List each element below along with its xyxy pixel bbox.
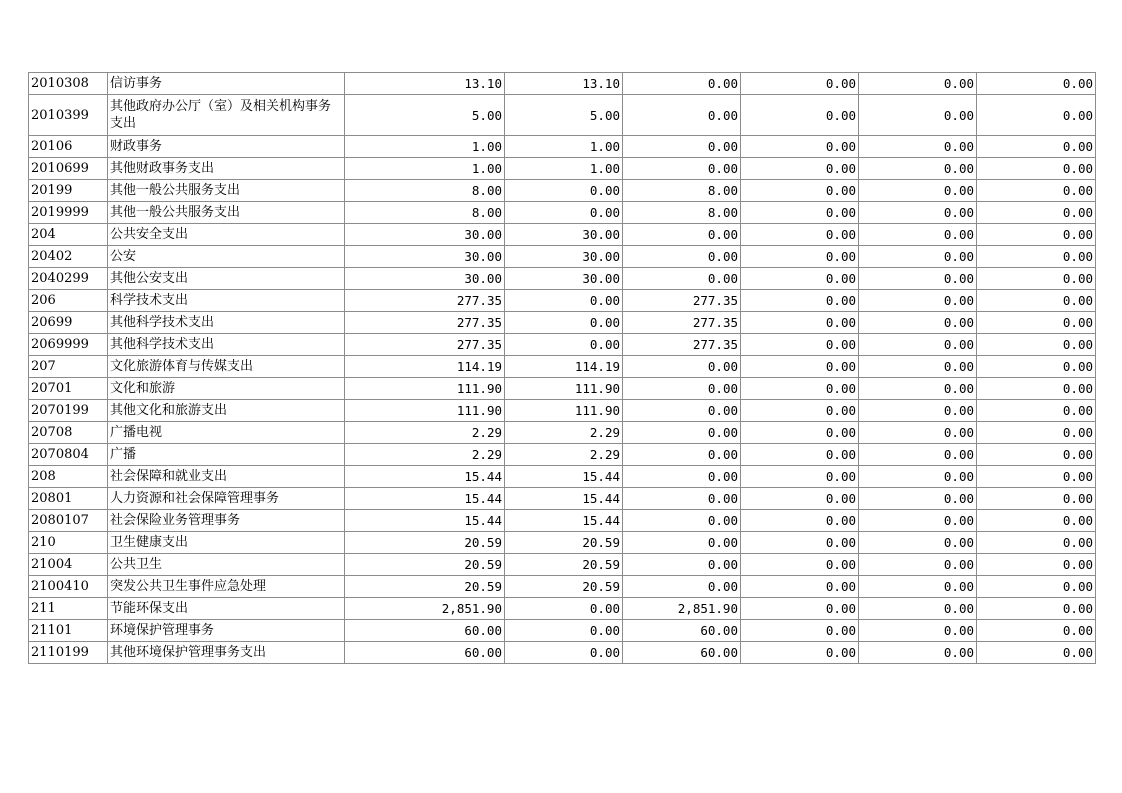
amount-total-cell: 1.00 (345, 158, 505, 180)
amount-col5-cell: 0.00 (859, 642, 977, 664)
amount-col2-cell: 0.00 (505, 598, 623, 620)
amount-col3-cell: 0.00 (623, 422, 741, 444)
table-row (29, 312, 1096, 334)
amount-col5-cell: 0.00 (859, 488, 977, 510)
table-row (29, 422, 1096, 444)
amount-col5-cell: 0.00 (859, 554, 977, 576)
name-cell: 其他科学技术支出 (108, 312, 345, 334)
table-row (29, 224, 1096, 246)
name-cell: 文化和旅游 (108, 378, 345, 400)
amount-col4-cell: 0.00 (741, 532, 859, 554)
code-cell: 2110199 (29, 642, 108, 664)
amount-col6-cell: 0.00 (977, 334, 1096, 356)
amount-col3-cell: 277.35 (623, 312, 741, 334)
amount-total-cell: 277.35 (345, 334, 505, 356)
amount-col3-cell: 0.00 (623, 400, 741, 422)
amount-col2-cell: 0.00 (505, 620, 623, 642)
amount-col5-cell: 0.00 (859, 400, 977, 422)
amount-col2-cell: 1.00 (505, 136, 623, 158)
amount-col6-cell: 0.00 (977, 400, 1096, 422)
code-cell: 20801 (29, 488, 108, 510)
code-cell: 2070804 (29, 444, 108, 466)
amount-col6-cell: 0.00 (977, 180, 1096, 202)
code-cell: 2010699 (29, 158, 108, 180)
amount-total-cell: 277.35 (345, 290, 505, 312)
code-cell: 207 (29, 356, 108, 378)
amount-col3-cell: 0.00 (623, 224, 741, 246)
amount-col6-cell: 0.00 (977, 290, 1096, 312)
name-cell: 其他公安支出 (108, 268, 345, 290)
amount-total-cell: 20.59 (345, 532, 505, 554)
amount-col2-cell: 15.44 (505, 488, 623, 510)
amount-col5-cell: 0.00 (859, 378, 977, 400)
amount-col2-cell: 20.59 (505, 554, 623, 576)
amount-col5-cell: 0.00 (859, 576, 977, 598)
amount-col6-cell: 0.00 (977, 554, 1096, 576)
table-row (29, 268, 1096, 290)
name-cell: 突发公共卫生事件应急处理 (108, 576, 345, 598)
amount-col6-cell: 0.00 (977, 510, 1096, 532)
amount-col6-cell: 0.00 (977, 268, 1096, 290)
code-cell: 21004 (29, 554, 108, 576)
amount-col4-cell: 0.00 (741, 422, 859, 444)
amount-total-cell: 8.00 (345, 180, 505, 202)
amount-col3-cell: 0.00 (623, 466, 741, 488)
table-row (29, 202, 1096, 224)
code-cell: 210 (29, 532, 108, 554)
amount-col6-cell: 0.00 (977, 95, 1096, 136)
amount-total-cell: 277.35 (345, 312, 505, 334)
amount-total-cell: 111.90 (345, 400, 505, 422)
amount-col6-cell: 0.00 (977, 356, 1096, 378)
table-row (29, 73, 1096, 95)
name-cell: 其他财政事务支出 (108, 158, 345, 180)
amount-col4-cell: 0.00 (741, 598, 859, 620)
amount-col2-cell: 15.44 (505, 466, 623, 488)
table-row (29, 95, 1096, 136)
amount-col3-cell: 0.00 (623, 268, 741, 290)
amount-total-cell: 30.00 (345, 224, 505, 246)
amount-total-cell: 30.00 (345, 268, 505, 290)
amount-col3-cell: 0.00 (623, 510, 741, 532)
amount-col2-cell: 20.59 (505, 532, 623, 554)
name-cell: 广播 (108, 444, 345, 466)
amount-col5-cell: 0.00 (859, 356, 977, 378)
amount-col2-cell: 0.00 (505, 312, 623, 334)
amount-col2-cell: 0.00 (505, 202, 623, 224)
amount-col6-cell: 0.00 (977, 378, 1096, 400)
code-cell: 21101 (29, 620, 108, 642)
name-cell: 其他政府办公厅（室）及相关机构事务支出 (108, 95, 345, 136)
amount-total-cell: 15.44 (345, 466, 505, 488)
name-cell: 科学技术支出 (108, 290, 345, 312)
amount-col5-cell: 0.00 (859, 466, 977, 488)
name-cell: 其他文化和旅游支出 (108, 400, 345, 422)
amount-col3-cell: 0.00 (623, 136, 741, 158)
code-cell: 20402 (29, 246, 108, 268)
table-row (29, 136, 1096, 158)
name-cell: 节能环保支出 (108, 598, 345, 620)
name-cell: 信访事务 (108, 73, 345, 95)
amount-total-cell: 60.00 (345, 642, 505, 664)
name-cell: 卫生健康支出 (108, 532, 345, 554)
code-cell: 206 (29, 290, 108, 312)
amount-col3-cell: 60.00 (623, 642, 741, 664)
code-cell: 2070199 (29, 400, 108, 422)
amount-col3-cell: 0.00 (623, 73, 741, 95)
amount-col4-cell: 0.00 (741, 356, 859, 378)
amount-col5-cell: 0.00 (859, 224, 977, 246)
amount-col4-cell: 0.00 (741, 576, 859, 598)
name-cell: 其他科学技术支出 (108, 334, 345, 356)
amount-col5-cell: 0.00 (859, 158, 977, 180)
amount-col6-cell: 0.00 (977, 620, 1096, 642)
amount-col6-cell: 0.00 (977, 488, 1096, 510)
amount-col3-cell: 0.00 (623, 576, 741, 598)
amount-col5-cell: 0.00 (859, 598, 977, 620)
code-cell: 20699 (29, 312, 108, 334)
amount-total-cell: 20.59 (345, 554, 505, 576)
amount-col6-cell: 0.00 (977, 642, 1096, 664)
name-cell: 财政事务 (108, 136, 345, 158)
amount-total-cell: 2.29 (345, 422, 505, 444)
amount-col6-cell: 0.00 (977, 312, 1096, 334)
amount-col3-cell: 0.00 (623, 158, 741, 180)
amount-col3-cell: 0.00 (623, 95, 741, 136)
amount-col3-cell: 60.00 (623, 620, 741, 642)
table-row (29, 444, 1096, 466)
amount-total-cell: 2.29 (345, 444, 505, 466)
name-cell: 其他一般公共服务支出 (108, 202, 345, 224)
amount-col2-cell: 0.00 (505, 290, 623, 312)
amount-col6-cell: 0.00 (977, 532, 1096, 554)
amount-col4-cell: 0.00 (741, 488, 859, 510)
amount-col4-cell: 0.00 (741, 268, 859, 290)
amount-col6-cell: 0.00 (977, 224, 1096, 246)
amount-col3-cell: 0.00 (623, 444, 741, 466)
amount-col5-cell: 0.00 (859, 246, 977, 268)
table-row (29, 400, 1096, 422)
name-cell: 其他一般公共服务支出 (108, 180, 345, 202)
table-row (29, 554, 1096, 576)
amount-col2-cell: 0.00 (505, 180, 623, 202)
amount-col5-cell: 0.00 (859, 510, 977, 532)
table-row (29, 620, 1096, 642)
amount-col2-cell: 0.00 (505, 642, 623, 664)
code-cell: 2010308 (29, 73, 108, 95)
amount-total-cell: 111.90 (345, 378, 505, 400)
amount-col3-cell: 2,851.90 (623, 598, 741, 620)
amount-col3-cell: 8.00 (623, 180, 741, 202)
table-row (29, 466, 1096, 488)
amount-col5-cell: 0.00 (859, 620, 977, 642)
amount-col3-cell: 0.00 (623, 554, 741, 576)
amount-col4-cell: 0.00 (741, 224, 859, 246)
name-cell: 公共卫生 (108, 554, 345, 576)
code-cell: 2040299 (29, 268, 108, 290)
table-row (29, 642, 1096, 664)
amount-total-cell: 20.59 (345, 576, 505, 598)
amount-col6-cell: 0.00 (977, 73, 1096, 95)
amount-total-cell: 15.44 (345, 488, 505, 510)
table-row (29, 290, 1096, 312)
amount-total-cell: 5.00 (345, 95, 505, 136)
table-body (29, 73, 1096, 664)
amount-col6-cell: 0.00 (977, 466, 1096, 488)
amount-col5-cell: 0.00 (859, 290, 977, 312)
code-cell: 211 (29, 598, 108, 620)
table-row (29, 378, 1096, 400)
code-cell: 2069999 (29, 334, 108, 356)
amount-col3-cell: 0.00 (623, 356, 741, 378)
amount-col6-cell: 0.00 (977, 598, 1096, 620)
amount-col3-cell: 0.00 (623, 246, 741, 268)
amount-col5-cell: 0.00 (859, 95, 977, 136)
amount-total-cell: 8.00 (345, 202, 505, 224)
amount-col5-cell: 0.00 (859, 136, 977, 158)
table-row (29, 598, 1096, 620)
amount-col2-cell: 20.59 (505, 576, 623, 598)
amount-col4-cell: 0.00 (741, 158, 859, 180)
table-row (29, 180, 1096, 202)
code-cell: 2019999 (29, 202, 108, 224)
amount-total-cell: 2,851.90 (345, 598, 505, 620)
amount-col4-cell: 0.00 (741, 180, 859, 202)
amount-col6-cell: 0.00 (977, 202, 1096, 224)
amount-col4-cell: 0.00 (741, 290, 859, 312)
amount-col2-cell: 2.29 (505, 422, 623, 444)
amount-col2-cell: 13.10 (505, 73, 623, 95)
amount-total-cell: 15.44 (345, 510, 505, 532)
amount-col3-cell: 277.35 (623, 334, 741, 356)
amount-col4-cell: 0.00 (741, 466, 859, 488)
amount-col5-cell: 0.00 (859, 202, 977, 224)
amount-col4-cell: 0.00 (741, 73, 859, 95)
amount-col2-cell: 30.00 (505, 246, 623, 268)
name-cell: 其他环境保护管理事务支出 (108, 642, 345, 664)
amount-col2-cell: 30.00 (505, 224, 623, 246)
amount-col4-cell: 0.00 (741, 246, 859, 268)
amount-col2-cell: 1.00 (505, 158, 623, 180)
code-cell: 208 (29, 466, 108, 488)
name-cell: 广播电视 (108, 422, 345, 444)
amount-col4-cell: 0.00 (741, 444, 859, 466)
name-cell: 文化旅游体育与传媒支出 (108, 356, 345, 378)
amount-col4-cell: 0.00 (741, 620, 859, 642)
name-cell: 公共安全支出 (108, 224, 345, 246)
name-cell: 社会保障和就业支出 (108, 466, 345, 488)
amount-col4-cell: 0.00 (741, 400, 859, 422)
amount-col2-cell: 15.44 (505, 510, 623, 532)
amount-col5-cell: 0.00 (859, 334, 977, 356)
amount-col2-cell: 111.90 (505, 400, 623, 422)
code-cell: 20106 (29, 136, 108, 158)
name-cell: 人力资源和社会保障管理事务 (108, 488, 345, 510)
name-cell: 社会保险业务管理事务 (108, 510, 345, 532)
table-row (29, 334, 1096, 356)
name-cell: 环境保护管理事务 (108, 620, 345, 642)
amount-col4-cell: 0.00 (741, 510, 859, 532)
amount-col3-cell: 0.00 (623, 532, 741, 554)
table-row (29, 532, 1096, 554)
amount-col2-cell: 114.19 (505, 356, 623, 378)
amount-col2-cell: 30.00 (505, 268, 623, 290)
amount-col4-cell: 0.00 (741, 554, 859, 576)
amount-col6-cell: 0.00 (977, 246, 1096, 268)
amount-col6-cell: 0.00 (977, 422, 1096, 444)
amount-col4-cell: 0.00 (741, 378, 859, 400)
amount-col4-cell: 0.00 (741, 642, 859, 664)
amount-col3-cell: 8.00 (623, 202, 741, 224)
amount-col6-cell: 0.00 (977, 444, 1096, 466)
code-cell: 20199 (29, 180, 108, 202)
code-cell: 2080107 (29, 510, 108, 532)
amount-col2-cell: 5.00 (505, 95, 623, 136)
amount-total-cell: 60.00 (345, 620, 505, 642)
amount-col6-cell: 0.00 (977, 158, 1096, 180)
budget-table (28, 72, 1096, 664)
table-row (29, 488, 1096, 510)
amount-col6-cell: 0.00 (977, 136, 1096, 158)
table-row (29, 576, 1096, 598)
amount-col3-cell: 277.35 (623, 290, 741, 312)
amount-col6-cell: 0.00 (977, 576, 1096, 598)
amount-col5-cell: 0.00 (859, 180, 977, 202)
amount-col5-cell: 0.00 (859, 532, 977, 554)
amount-col2-cell: 111.90 (505, 378, 623, 400)
code-cell: 2010399 (29, 95, 108, 136)
code-cell: 20701 (29, 378, 108, 400)
amount-col3-cell: 0.00 (623, 378, 741, 400)
amount-col5-cell: 0.00 (859, 73, 977, 95)
amount-col5-cell: 0.00 (859, 422, 977, 444)
amount-col4-cell: 0.00 (741, 136, 859, 158)
table-row (29, 158, 1096, 180)
code-cell: 204 (29, 224, 108, 246)
amount-col5-cell: 0.00 (859, 268, 977, 290)
amount-col2-cell: 2.29 (505, 444, 623, 466)
amount-col4-cell: 0.00 (741, 334, 859, 356)
table-row (29, 356, 1096, 378)
code-cell: 20708 (29, 422, 108, 444)
amount-col5-cell: 0.00 (859, 312, 977, 334)
amount-total-cell: 13.10 (345, 73, 505, 95)
amount-col4-cell: 0.00 (741, 202, 859, 224)
amount-col4-cell: 0.00 (741, 95, 859, 136)
amount-total-cell: 1.00 (345, 136, 505, 158)
amount-col4-cell: 0.00 (741, 312, 859, 334)
name-cell: 公安 (108, 246, 345, 268)
amount-col3-cell: 0.00 (623, 488, 741, 510)
table-row (29, 246, 1096, 268)
table-row (29, 510, 1096, 532)
amount-total-cell: 114.19 (345, 356, 505, 378)
code-cell: 2100410 (29, 576, 108, 598)
amount-col5-cell: 0.00 (859, 444, 977, 466)
amount-total-cell: 30.00 (345, 246, 505, 268)
amount-col2-cell: 0.00 (505, 334, 623, 356)
